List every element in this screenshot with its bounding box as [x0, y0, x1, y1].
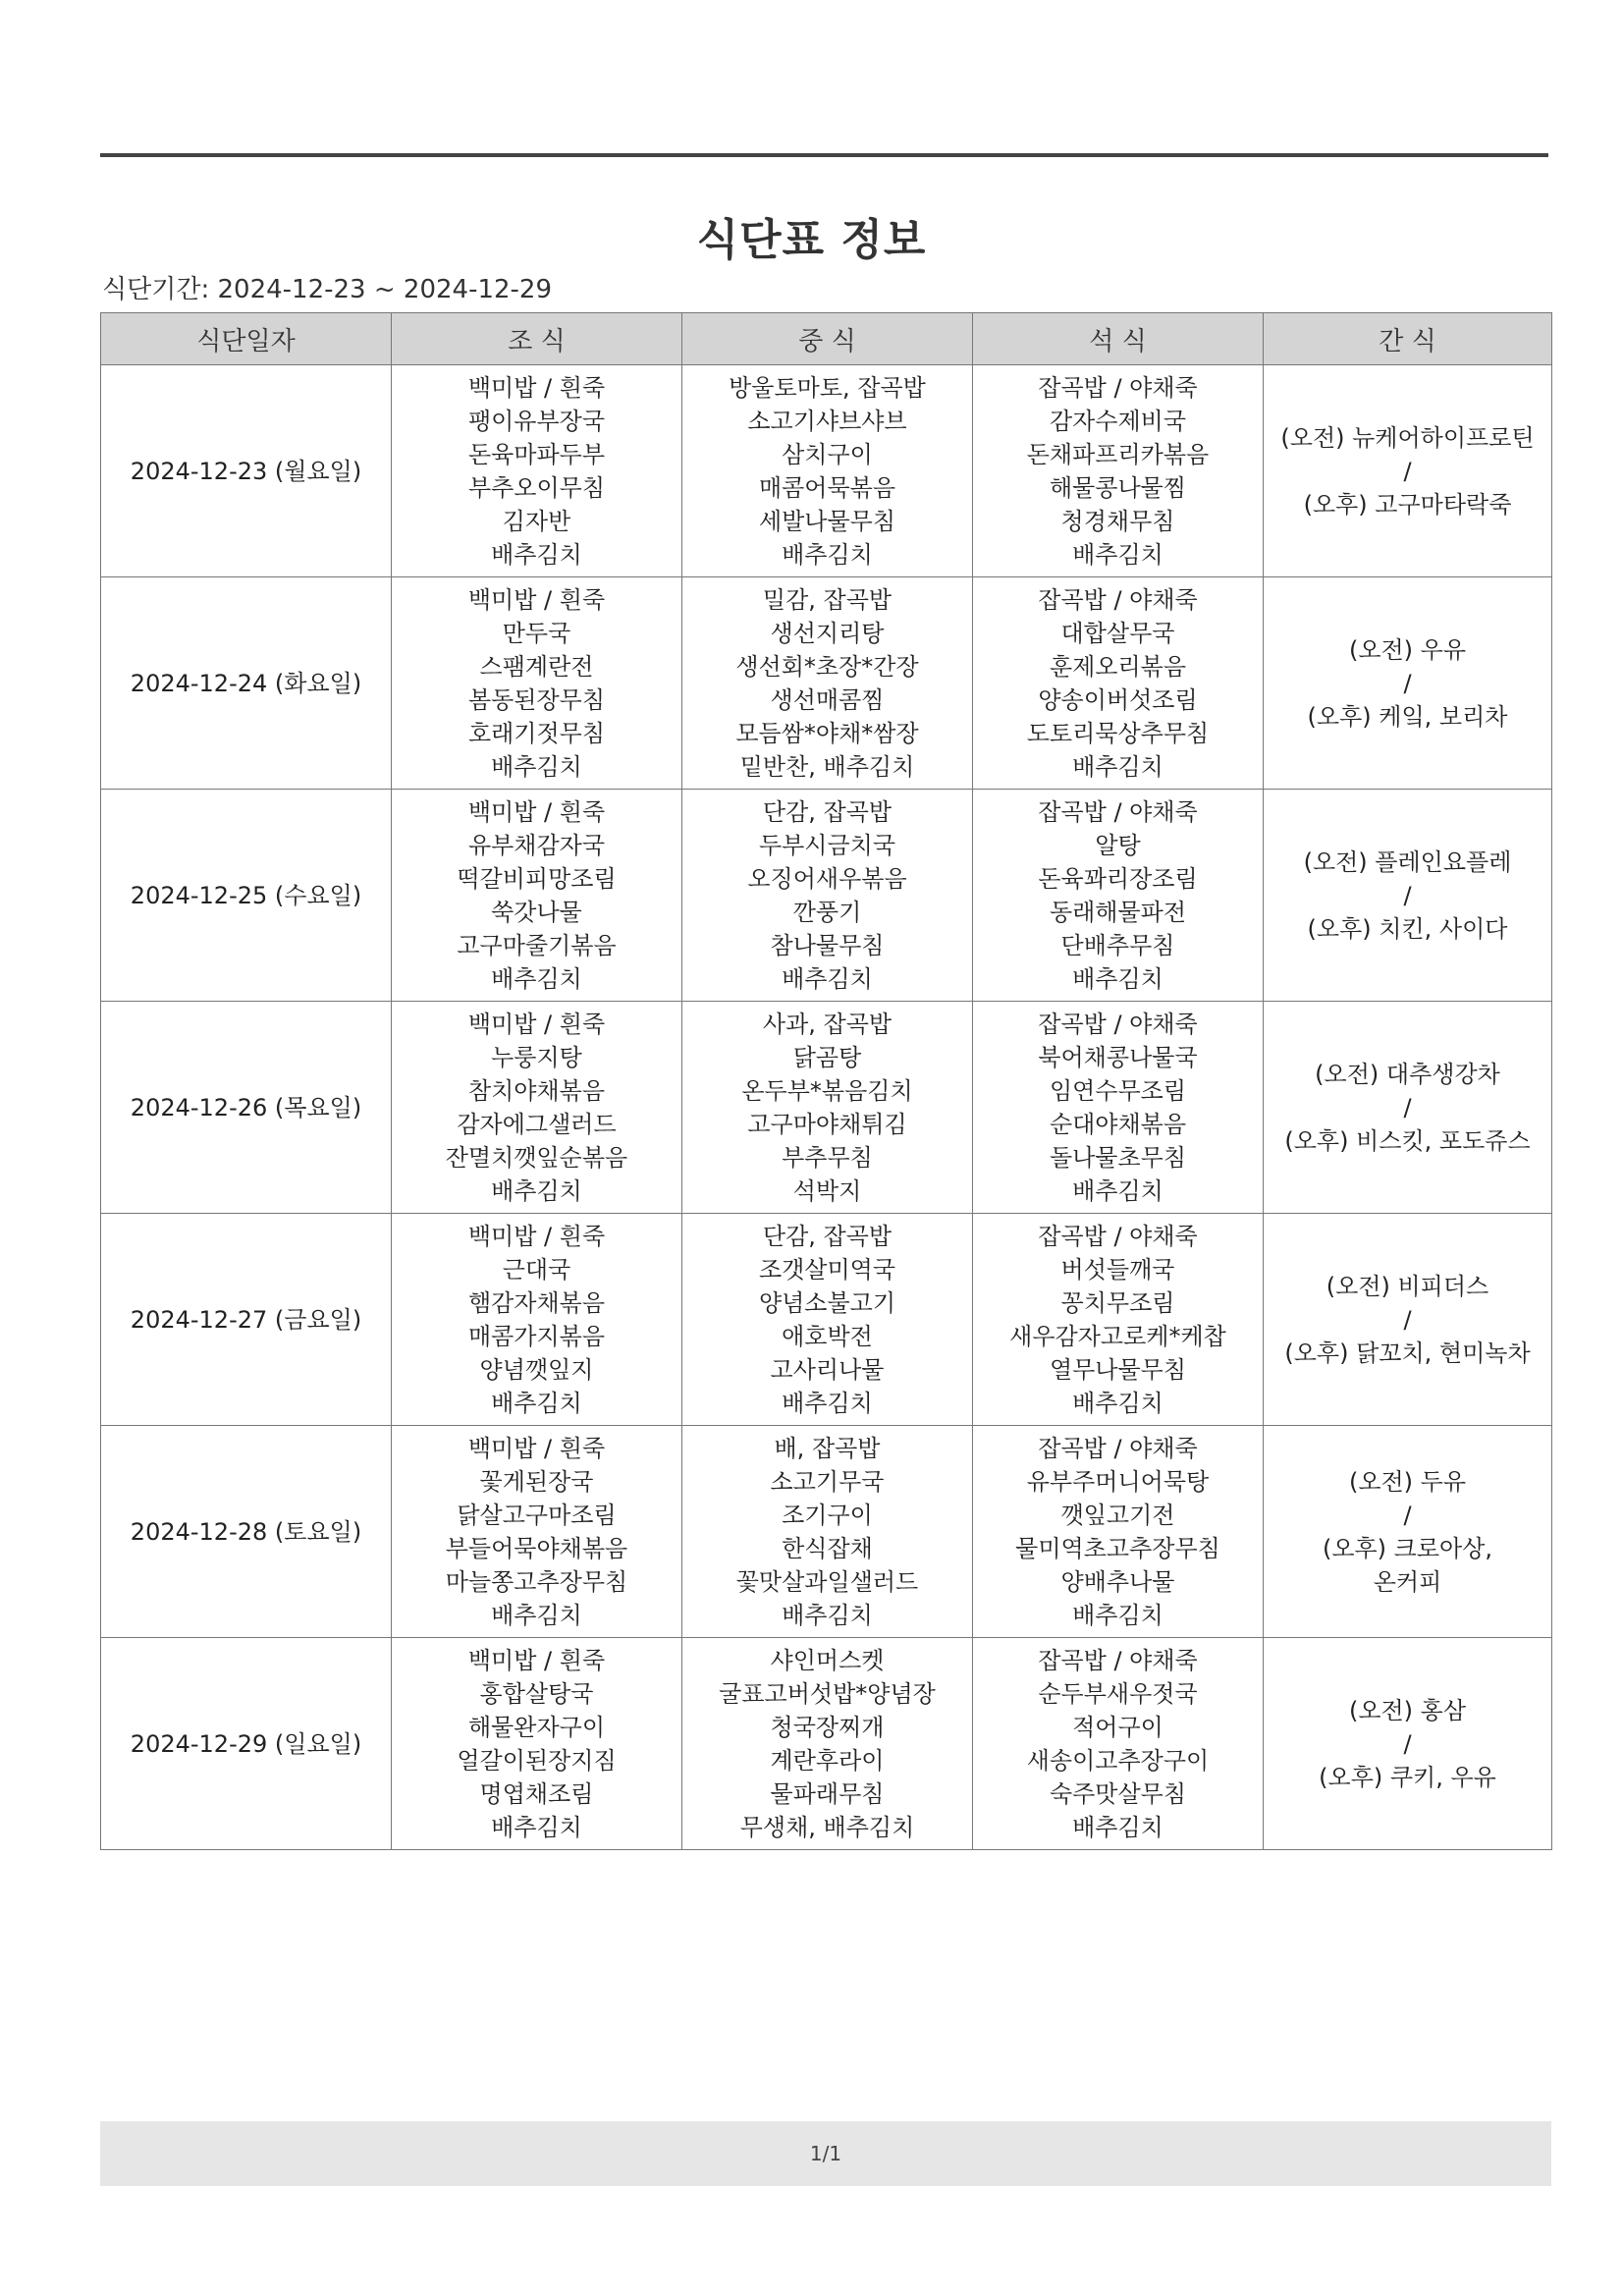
breakfast-cell — [392, 1002, 682, 1214]
menu-item: 청국장찌개 — [770, 1713, 885, 1741]
snack-item: (오후) 케잌, 보리차 — [1307, 702, 1508, 731]
menu-item: 잡곡밥 / 야채죽 — [1038, 1646, 1198, 1674]
menu-item: 부추오이무침 — [467, 473, 606, 502]
snack-item: (오전) 우유 — [1348, 635, 1467, 664]
menu-item: 세발나물무침 — [758, 507, 896, 535]
menu-item: 쑥갓나물 — [491, 898, 582, 926]
menu-item: 돌나물초무침 — [1049, 1143, 1187, 1172]
menu-item: 꽁치무조림 — [1060, 1288, 1175, 1317]
menu-item: 백미밥 / 흰죽 — [467, 797, 606, 826]
menu-item: 백미밥 / 흰죽 — [467, 1646, 606, 1674]
menu-item: 알탕 — [1095, 831, 1141, 859]
dinner-cell — [973, 1426, 1264, 1638]
snack-cell — [1264, 1214, 1552, 1426]
menu-item: 삼치구이 — [782, 440, 873, 468]
lunch-cell — [682, 365, 973, 577]
menu-item: 대합살무국 — [1060, 619, 1175, 647]
menu-item: 백미밥 / 흰죽 — [467, 1010, 606, 1038]
menu-item: 부들어묵야채볶음 — [445, 1534, 628, 1562]
menu-item: 잔멸치깻잎순볶음 — [445, 1143, 628, 1172]
menu-item: 계란후라이 — [770, 1746, 885, 1775]
menu-item: 임연수무조림 — [1049, 1076, 1187, 1105]
snack-item: / — [1403, 881, 1412, 909]
snack-item: / — [1403, 1305, 1412, 1334]
menu-item: 양송이버섯조림 — [1038, 685, 1198, 714]
menu-item: 햄감자채볶음 — [467, 1288, 606, 1317]
menu-item: 북어채콩나물국 — [1038, 1043, 1198, 1071]
menu-item: 백미밥 / 흰죽 — [467, 585, 606, 614]
menu-item: 새송이고추장구이 — [1026, 1746, 1210, 1775]
header-snack: 간 식 — [1264, 313, 1552, 365]
menu-item: 백미밥 / 흰죽 — [467, 1222, 606, 1250]
snack-item: 온커피 — [1373, 1567, 1442, 1596]
snack-item: (오전) 두유 — [1348, 1467, 1467, 1496]
date-cell: 2024-12-28 (토요일) — [101, 1426, 392, 1638]
menu-item: 배추김치 — [491, 752, 582, 781]
date-cell: 2024-12-27 (금요일) — [101, 1214, 392, 1426]
menu-item: 양배추나물 — [1060, 1567, 1175, 1596]
snack-cell — [1264, 577, 1552, 790]
menu-item: 누룽지탕 — [491, 1043, 582, 1071]
menu-item: 해물완자구이 — [467, 1713, 606, 1741]
menu-item: 백미밥 / 흰죽 — [467, 1434, 606, 1462]
menu-item: 봄동된장무침 — [467, 685, 606, 714]
date-cell: 2024-12-29 (일요일) — [101, 1638, 392, 1850]
menu-item: 깐풍기 — [792, 898, 862, 926]
menu-item: 해물콩나물찜 — [1049, 473, 1187, 502]
menu-item: 잡곡밥 / 야채죽 — [1038, 1010, 1198, 1038]
menu-item: 매콤가지볶음 — [467, 1322, 606, 1350]
top-rule — [100, 153, 1548, 157]
menu-item: 양념소불고기 — [758, 1288, 896, 1317]
snack-cell — [1264, 1002, 1552, 1214]
menu-item: 잡곡밥 / 야채죽 — [1038, 373, 1198, 402]
table-body — [101, 365, 1552, 1850]
menu-item: 무생채, 배추김치 — [739, 1813, 915, 1841]
snack-item: (오후) 쿠키, 우유 — [1319, 1763, 1496, 1791]
menu-item: 훈제오리볶음 — [1049, 652, 1187, 681]
menu-item: 깻잎고기전 — [1060, 1501, 1175, 1529]
snack-item: / — [1403, 1729, 1412, 1758]
menu-item: 굴표고버섯밥*양념장 — [719, 1679, 936, 1708]
menu-item: 생선회*초장*간장 — [735, 652, 919, 681]
menu-item: 적어구이 — [1072, 1713, 1163, 1741]
menu-item: 배추김치 — [782, 1601, 873, 1629]
menu-item: 밑반찬, 배추김치 — [739, 752, 915, 781]
menu-item: 고사리나물 — [770, 1355, 885, 1384]
menu-item: 돈육마파두부 — [467, 440, 606, 468]
menu-item: 근대국 — [502, 1255, 571, 1284]
menu-item: 배추김치 — [491, 1813, 582, 1841]
menu-item: 생선매콤찜 — [770, 685, 885, 714]
menu-item: 마늘쫑고추장무침 — [445, 1567, 628, 1596]
menu-item: 배추김치 — [782, 1389, 873, 1417]
menu-item: 배추김치 — [491, 540, 582, 569]
table-row — [101, 1214, 1552, 1426]
breakfast-cell — [392, 577, 682, 790]
menu-item: 돈채파프리카볶음 — [1026, 440, 1210, 468]
menu-item: 버섯들깨국 — [1060, 1255, 1175, 1284]
menu-item: 잡곡밥 / 야채죽 — [1038, 585, 1198, 614]
menu-item: 유부주머니어묵탕 — [1026, 1467, 1210, 1496]
menu-item: 조기구이 — [782, 1501, 873, 1529]
menu-item: 생선지리탕 — [770, 619, 885, 647]
menu-item: 배추김치 — [491, 1176, 582, 1205]
menu-item: 배, 잡곡밥 — [774, 1434, 881, 1462]
menu-item: 한식잡채 — [782, 1534, 873, 1562]
menu-item: 샤인머스켓 — [770, 1646, 885, 1674]
lunch-cell — [682, 1214, 973, 1426]
page-footer — [100, 2121, 1551, 2186]
menu-item: 새우감자고로케*케찹 — [1009, 1322, 1226, 1350]
menu-item: 배추김치 — [1072, 1389, 1163, 1417]
menu-item: 조갯살미역국 — [758, 1255, 896, 1284]
menu-item: 소고기무국 — [770, 1467, 885, 1496]
menu-item: 백미밥 / 흰죽 — [467, 373, 606, 402]
menu-item: 열무나물무침 — [1049, 1355, 1187, 1384]
menu-item: 떡갈비피망조림 — [457, 864, 617, 893]
date-cell: 2024-12-25 (수요일) — [101, 790, 392, 1002]
menu-item: 애호박전 — [782, 1322, 873, 1350]
page-title: 식단표 정보 — [696, 215, 927, 265]
menu-item: 호래기젓무침 — [467, 719, 606, 747]
menu-item: 닭살고구마조림 — [457, 1501, 617, 1529]
menu-item: 온두부*볶음김치 — [741, 1076, 913, 1105]
menu-item: 배추김치 — [491, 1389, 582, 1417]
dinner-cell — [973, 1638, 1264, 1850]
menu-item: 배추김치 — [1072, 752, 1163, 781]
menu-item: 방울토마토, 잡곡밥 — [729, 373, 926, 402]
menu-item: 모듬쌈*야채*쌈장 — [735, 719, 919, 747]
menu-item: 참치야채볶음 — [467, 1076, 606, 1105]
table-row — [101, 1638, 1552, 1850]
lunch-cell — [682, 1638, 973, 1850]
snack-item: / — [1403, 457, 1412, 485]
menu-item: 잡곡밥 / 야채죽 — [1038, 1222, 1198, 1250]
lunch-cell — [682, 1002, 973, 1214]
snack-item: / — [1403, 1093, 1412, 1121]
menu-item: 석박지 — [792, 1176, 862, 1205]
menu-item: 고구마야채튀김 — [747, 1110, 907, 1138]
menu-item: 오징어새우볶음 — [747, 864, 907, 893]
dinner-cell — [973, 790, 1264, 1002]
menu-item: 매콤어묵볶음 — [758, 473, 896, 502]
menu-item: 팽이유부장국 — [467, 407, 606, 435]
menu-item: 꽃맛살과일샐러드 — [735, 1567, 919, 1596]
menu-item: 꽃게된장국 — [479, 1467, 594, 1496]
header-lunch: 중 식 — [682, 313, 973, 365]
snack-cell — [1264, 1426, 1552, 1638]
table-row — [101, 577, 1552, 790]
menu-item: 밀감, 잡곡밥 — [762, 585, 893, 614]
snack-item: (오전) 비피더스 — [1325, 1272, 1489, 1300]
menu-item: 물파래무침 — [770, 1779, 885, 1808]
dinner-cell — [973, 1214, 1264, 1426]
menu-item: 배추김치 — [491, 964, 582, 993]
table-row — [101, 1426, 1552, 1638]
snack-item: (오전) 플레인요플레 — [1303, 847, 1512, 876]
menu-item: 얼갈이된장지짐 — [457, 1746, 617, 1775]
table-row — [101, 365, 1552, 577]
menu-item: 동래해물파전 — [1049, 898, 1187, 926]
menu-item: 배추김치 — [491, 1601, 582, 1629]
menu-item: 배추김치 — [1072, 964, 1163, 993]
menu-item: 홍합살탕국 — [479, 1679, 594, 1708]
snack-cell — [1264, 790, 1552, 1002]
menu-item: 배추김치 — [1072, 1813, 1163, 1841]
menu-item: 배추김치 — [1072, 540, 1163, 569]
dinner-cell — [973, 365, 1264, 577]
menu-item: 사과, 잡곡밥 — [762, 1010, 893, 1038]
menu-item: 스팸계란전 — [479, 652, 594, 681]
lunch-cell — [682, 577, 973, 790]
menu-item: 배추김치 — [1072, 1176, 1163, 1205]
menu-item: 유부채감자국 — [467, 831, 606, 859]
snack-item: / — [1403, 669, 1412, 697]
snack-item: (오후) 크로아상, — [1322, 1534, 1493, 1562]
menu-item: 돈육꽈리장조림 — [1038, 864, 1198, 893]
table-header-row — [101, 313, 1552, 365]
menu-item: 단감, 잡곡밥 — [762, 1222, 893, 1250]
meal-table — [100, 312, 1552, 1850]
dinner-cell — [973, 577, 1264, 790]
date-cell: 2024-12-24 (화요일) — [101, 577, 392, 790]
menu-item: 배추김치 — [782, 540, 873, 569]
meal-period: 식단기간: 2024-12-23 ~ 2024-12-29 — [102, 275, 553, 304]
menu-item: 물미역초고추장무침 — [1015, 1534, 1220, 1562]
menu-item: 순대야채볶음 — [1049, 1110, 1187, 1138]
snack-item: / — [1403, 1501, 1412, 1529]
snack-item: (오후) 치킨, 사이다 — [1307, 914, 1508, 943]
date-cell: 2024-12-26 (목요일) — [101, 1002, 392, 1214]
menu-item: 잡곡밥 / 야채죽 — [1038, 1434, 1198, 1462]
snack-cell — [1264, 1638, 1552, 1850]
menu-item: 청경채무침 — [1060, 507, 1175, 535]
snack-item: (오전) 홍삼 — [1348, 1696, 1467, 1724]
snack-item: (오후) 고구마타락죽 — [1303, 490, 1512, 519]
menu-item: 양념깻잎지 — [479, 1355, 594, 1384]
date-cell: 2024-12-23 (월요일) — [101, 365, 392, 577]
menu-item: 잡곡밥 / 야채죽 — [1038, 797, 1198, 826]
snack-item: (오후) 비스킷, 포도쥬스 — [1284, 1126, 1531, 1155]
dinner-cell — [973, 1002, 1264, 1214]
header-breakfast: 조 식 — [392, 313, 682, 365]
breakfast-cell — [392, 790, 682, 1002]
snack-item: (오후) 닭꼬치, 현미녹차 — [1284, 1339, 1531, 1367]
breakfast-cell — [392, 1638, 682, 1850]
menu-item: 감자에그샐러드 — [457, 1110, 617, 1138]
menu-item: 단감, 잡곡밥 — [762, 797, 893, 826]
menu-item: 참나물무침 — [770, 931, 885, 959]
menu-item: 두부시금치국 — [758, 831, 896, 859]
menu-item: 고구마줄기볶음 — [457, 931, 617, 959]
page-number: 1/1 — [809, 2142, 842, 2165]
menu-item: 배추김치 — [1072, 1601, 1163, 1629]
breakfast-cell — [392, 1214, 682, 1426]
menu-item: 배추김치 — [782, 964, 873, 993]
menu-item: 도토리묵상추무침 — [1026, 719, 1210, 747]
lunch-cell — [682, 790, 973, 1002]
menu-item: 만두국 — [502, 619, 571, 647]
header-date: 식단일자 — [101, 313, 392, 365]
header-dinner: 석 식 — [973, 313, 1264, 365]
menu-item: 숙주맛살무침 — [1049, 1779, 1187, 1808]
menu-item: 닭곰탕 — [792, 1043, 862, 1071]
menu-item: 순두부새우젓국 — [1038, 1679, 1198, 1708]
menu-item: 부추무침 — [782, 1143, 873, 1172]
lunch-cell — [682, 1426, 973, 1638]
menu-item: 김자반 — [502, 507, 571, 535]
menu-item: 소고기샤브샤브 — [747, 407, 907, 435]
table-row — [101, 1002, 1552, 1214]
snack-item: (오전) 대추생강차 — [1315, 1060, 1500, 1088]
snack-cell — [1264, 365, 1552, 577]
breakfast-cell — [392, 1426, 682, 1638]
menu-item: 명엽채조림 — [479, 1779, 594, 1808]
table-row — [101, 790, 1552, 1002]
breakfast-cell — [392, 365, 682, 577]
menu-item: 단배추무침 — [1060, 931, 1175, 959]
snack-item: (오전) 뉴케어하이프로틴 — [1280, 423, 1535, 452]
menu-item: 감자수제비국 — [1049, 407, 1187, 435]
